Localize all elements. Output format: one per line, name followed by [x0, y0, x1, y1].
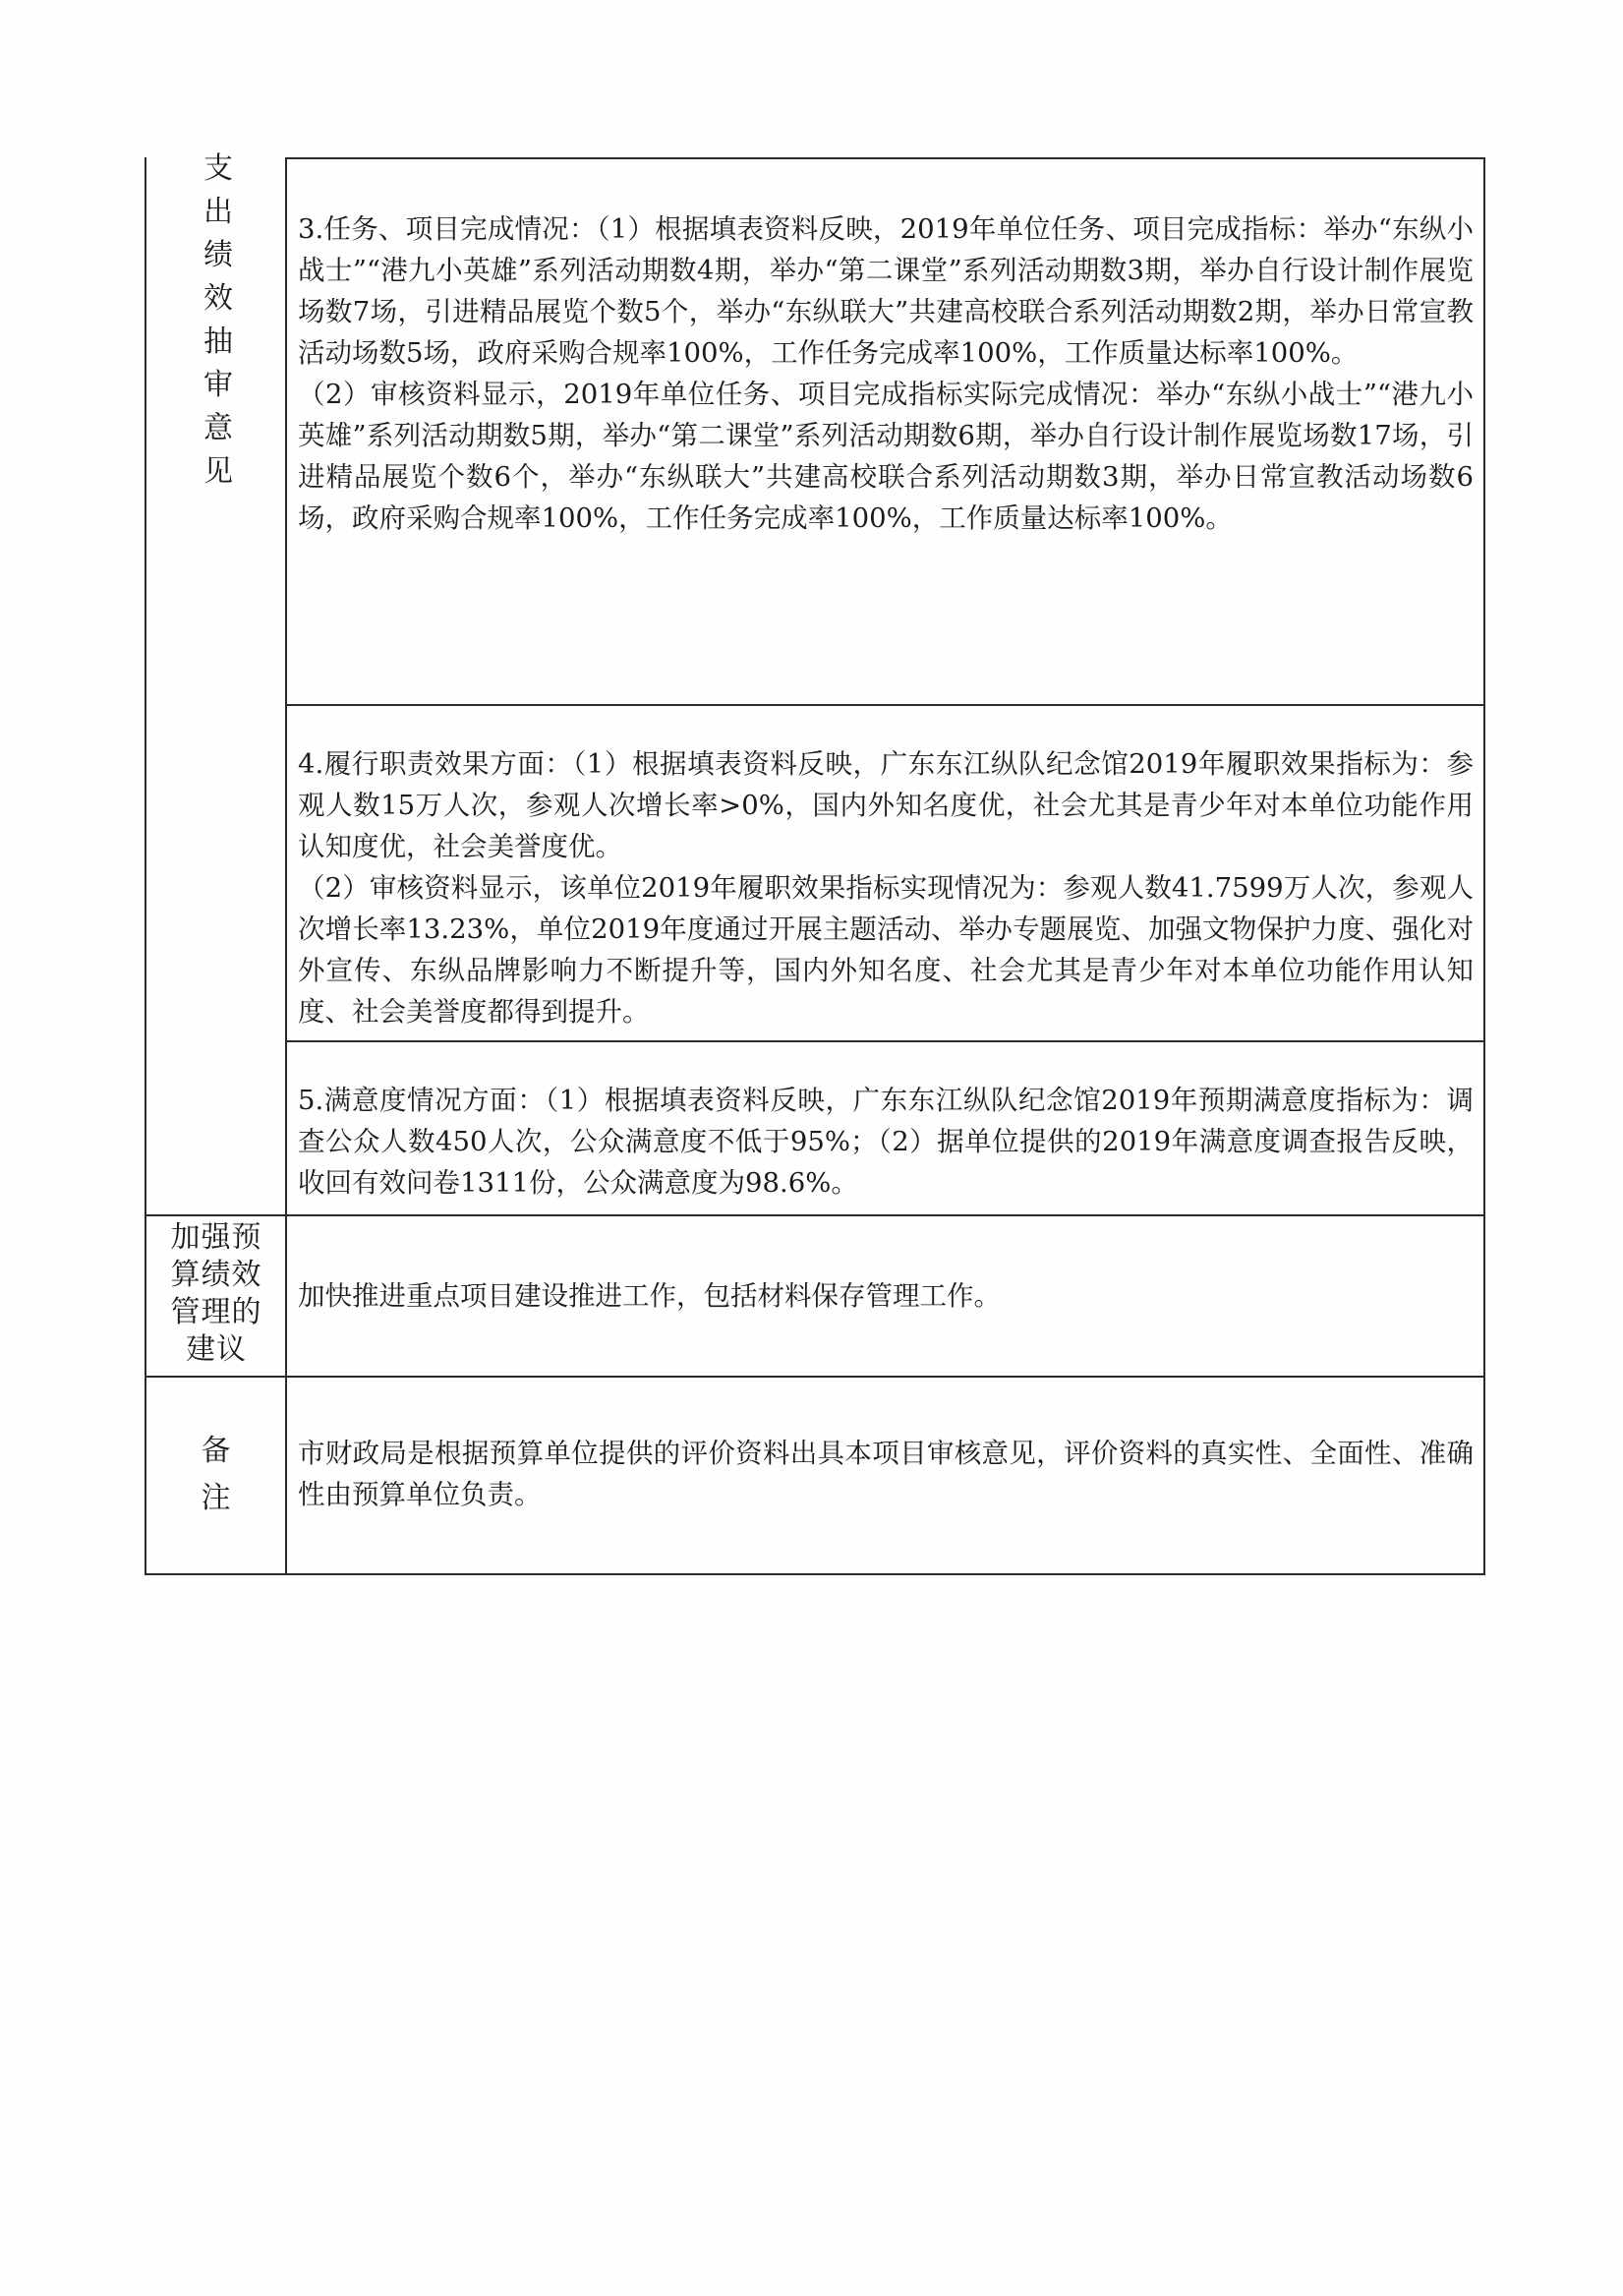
- duty-effect-cell: [298, 743, 1474, 1032]
- suggestion-label-line: 管理的: [170, 1295, 262, 1329]
- table-left-border: [145, 157, 146, 1575]
- section-label-char: 出: [203, 195, 233, 229]
- duty-effect-filled-data: 4.履行职责效果方面：（1）根据填表资料反映，广东东江纵队纪念馆2019年履职效果指标为：参观人数15万人次，参观人次增长率>0%，国内外知名度优，社会尤其是青少年对本单位功能作用认知度优，社会美誉度优。: [298, 748, 1474, 862]
- section-label-char: 见: [203, 454, 233, 489]
- suggestion-content: 加快推进重点项目建设推进工作，包括材料保存管理工作。: [298, 1280, 1001, 1312]
- suggestion-label-line: 建议: [186, 1332, 247, 1367]
- task-completion-filled-data: 3.任务、项目完成情况：（1）根据填表资料反映，2019年单位任务、项目完成指标：举办“东纵小战士”“港九小英雄”系列活动期数4期，举办“第二课堂”系列活动期数3期，举办自行设计制作展览场数7场，引进精品展览个数5个，举办“东纵联大”共建高校联合系列活动期数2期，举办日常宣教活动场数5场，政府采购合规率100%，工作任务完成率100%，工作质量达标率100%。: [298, 213, 1474, 369]
- table-right-border: [1483, 157, 1485, 1575]
- task-completion-cell: [298, 208, 1474, 539]
- remarks-label-line: 注: [201, 1481, 232, 1515]
- section-label-char: 效: [203, 281, 233, 316]
- duty-effect-audit-result: （2）审核资料显示，该单位2019年履职效果指标实现情况为：参观人数41.7599万人次，参观人次增长率13.23%，单位2019年度通过开展主题活动、举办专题展览、加强文物保护力度、强化对外宣传、东纵品牌影响力不断提升等，国内外知名度、社会尤其是青少年对本单位功能作用认知度、社会美誉度都得到提升。: [298, 872, 1474, 1028]
- remarks-label-line: 备: [201, 1434, 232, 1468]
- cell3-top-border: [285, 157, 1485, 159]
- task-completion-audit-result: （2）审核资料显示，2019年单位任务、项目完成指标实际完成情况：举办“东纵小战士”“港九小英雄”系列活动期数5期，举办“第二课堂”系列活动期数6期，举办自行设计制作展览场数17场，引进精品展览个数6个，举办“东纵联大”共建高校联合系列活动期数3期，举办日常宣教活动场数6场，政府采购合规率100%，工作任务完成率100%，工作质量达标率100%。: [298, 379, 1474, 534]
- suggestion-label-line: 加强预: [170, 1220, 262, 1255]
- label-column-divider: [285, 157, 287, 1575]
- section-bottom-border: [145, 1214, 1485, 1216]
- satisfaction-cell: [298, 1080, 1474, 1204]
- suggestion-row-bottom-border: [145, 1376, 1485, 1378]
- section-label-expenditure-review: [197, 147, 240, 494]
- suggestion-row-label: [147, 1219, 285, 1369]
- section-label-char: 绩: [203, 238, 233, 272]
- section-label-char: 审: [203, 368, 233, 402]
- satisfaction-text: 5.满意度情况方面：（1）根据填表资料反映，广东东江纵队纪念馆2019年预期满意度指标为：调查公众人数450人次，公众满意度不低于95%；（2）据单位提供的2019年满意度调查报告反映，收回有效问卷1311份，公众满意度为98.6%。: [298, 1085, 1474, 1199]
- remarks-row-label: [147, 1428, 285, 1522]
- suggestion-label-line: 算绩效: [170, 1258, 262, 1292]
- section-label-char: 支: [203, 151, 233, 186]
- remarks-content: 市财政局是根据预算单位提供的评价资料出具本项目审核意见，评价资料的真实性、全面性、准确性由预算单位负责。: [298, 1438, 1474, 1510]
- section-label-char: 意: [203, 411, 233, 445]
- cell4-bottom-border: [285, 1040, 1485, 1042]
- section-label-char: 抽: [203, 324, 233, 359]
- cell3-bottom-border: [285, 704, 1485, 706]
- table-bottom-border: [145, 1573, 1485, 1575]
